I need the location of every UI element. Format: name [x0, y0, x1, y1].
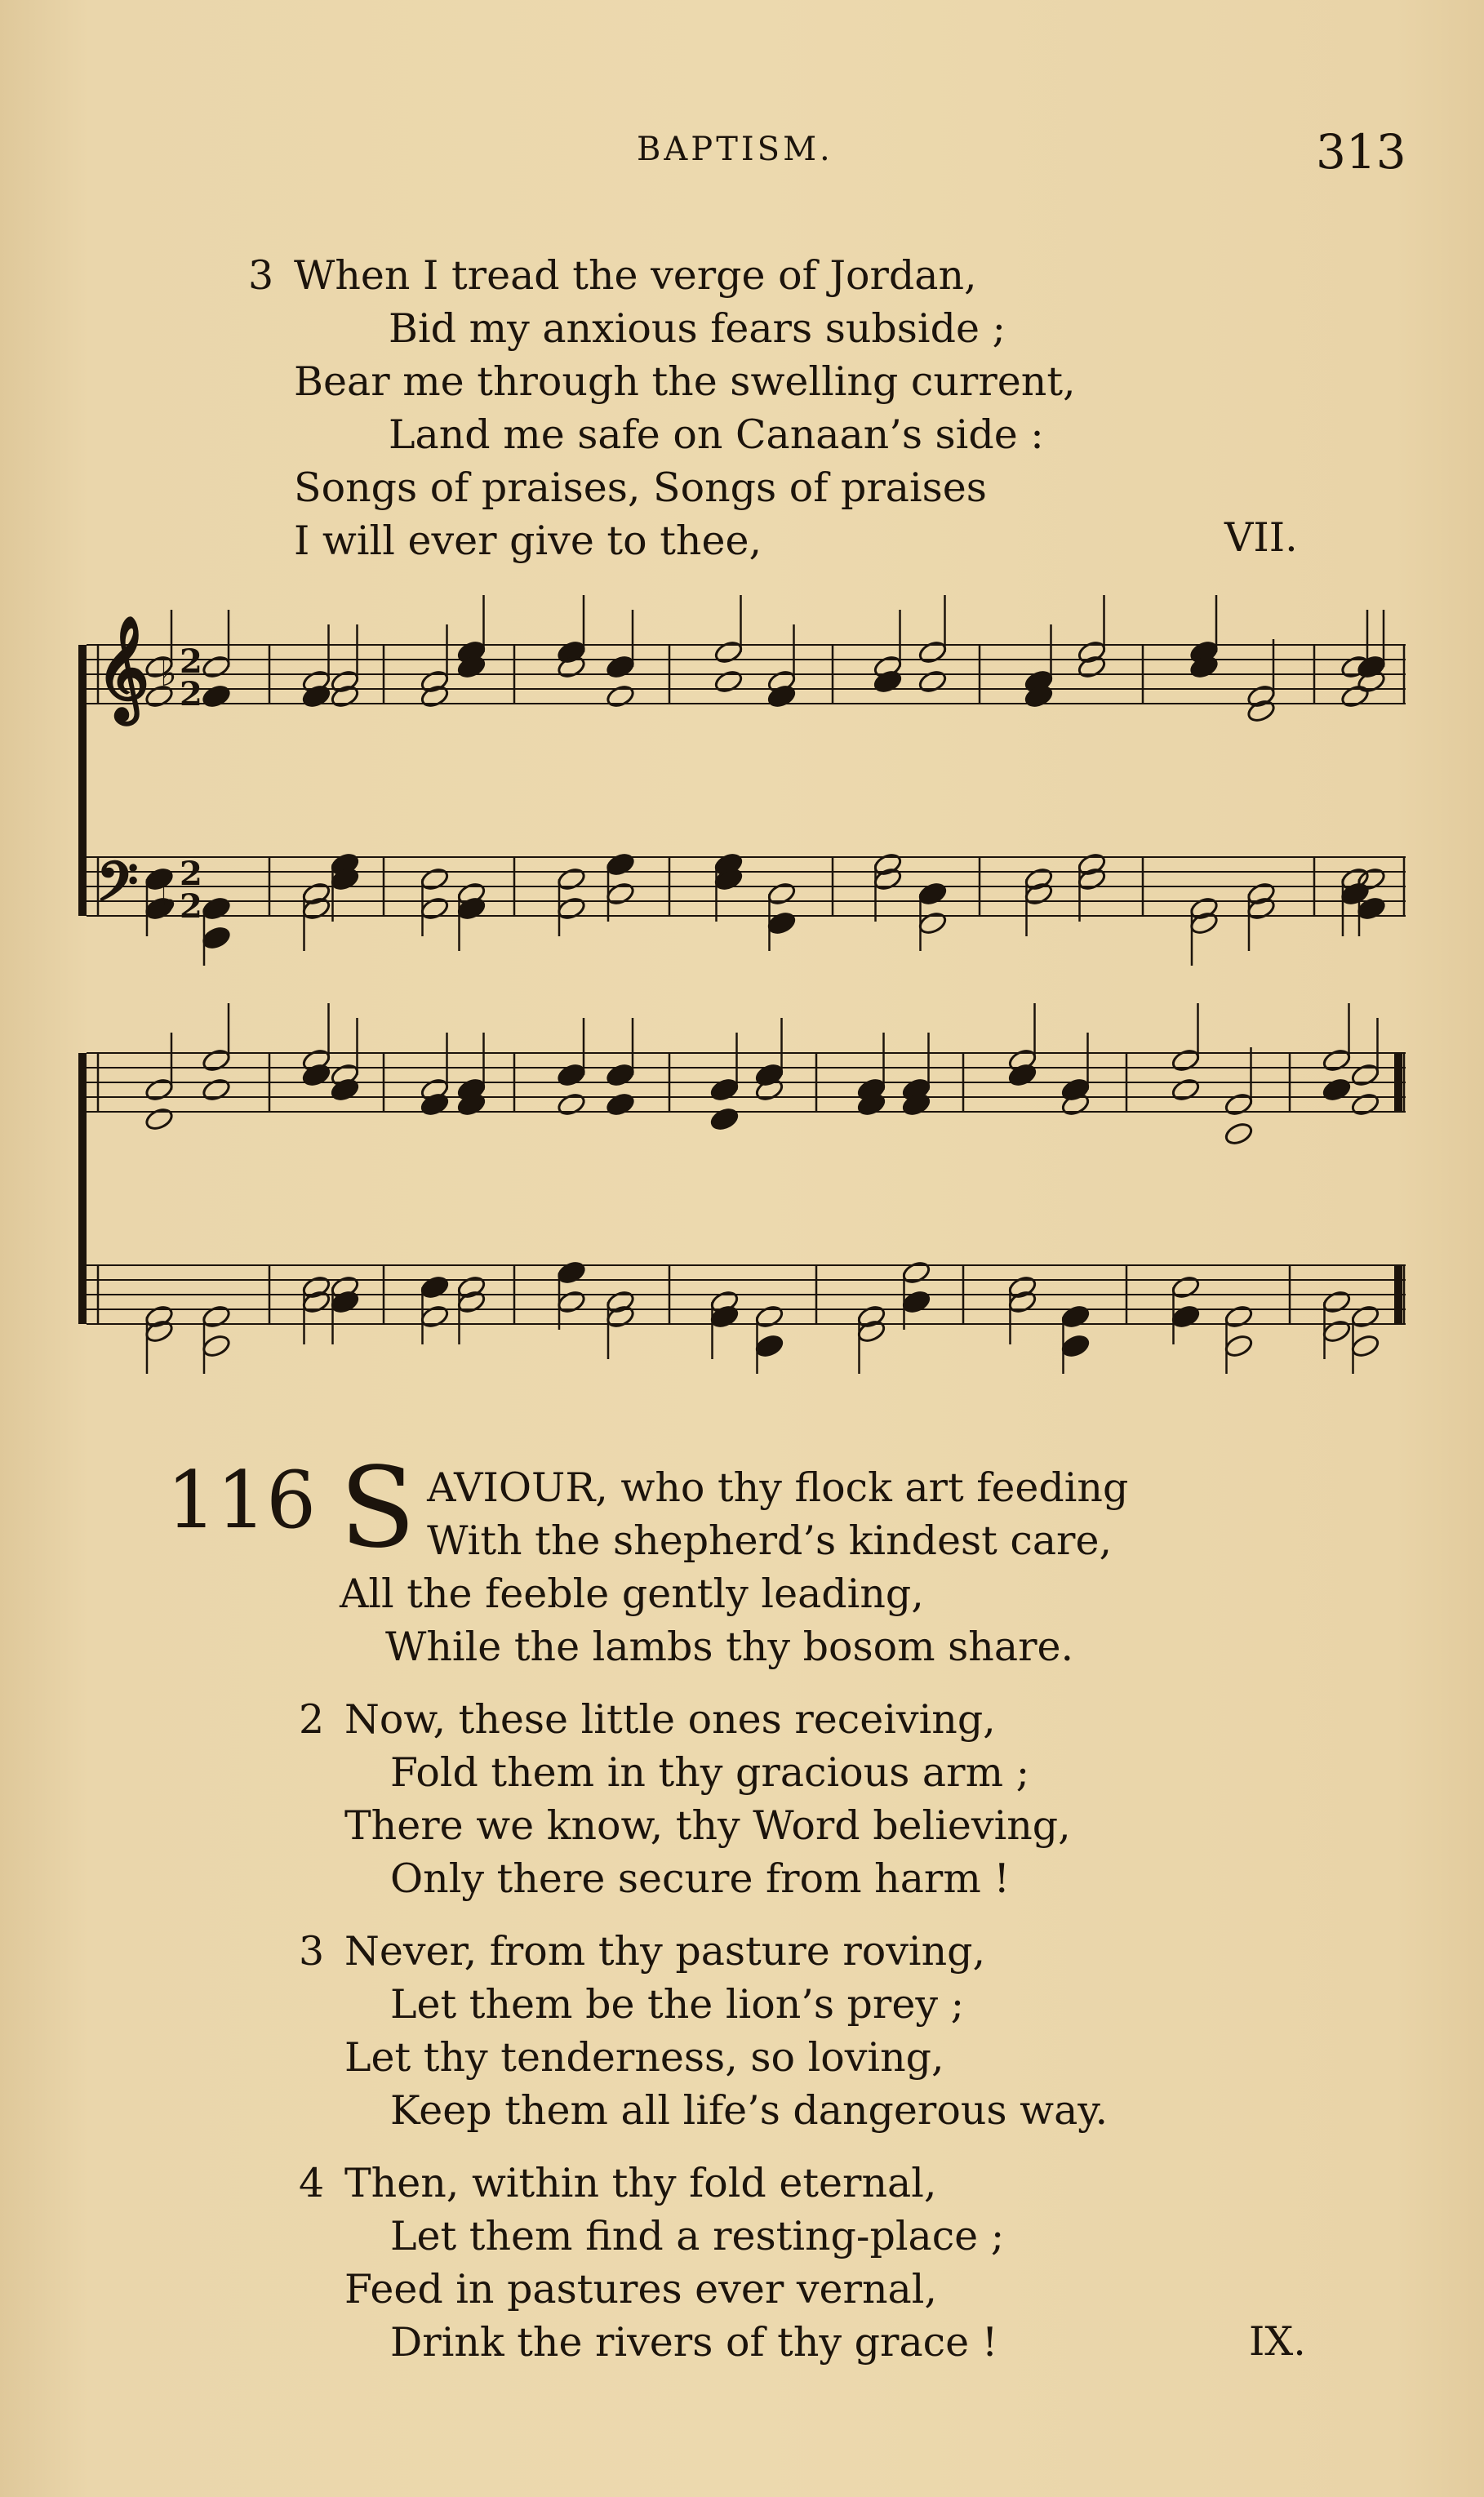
note-head [1224, 1121, 1254, 1147]
running-head: BAPTISM. [637, 131, 833, 168]
note-head [420, 1274, 450, 1300]
note-head [1171, 1274, 1201, 1300]
note-head [1350, 1304, 1380, 1330]
note-head [1340, 683, 1370, 709]
note-head [1171, 1304, 1201, 1330]
stanza-number: 2 [299, 1696, 325, 1743]
note-head [709, 1106, 740, 1132]
verse-line: Let thy tenderness, so loving, [344, 2034, 944, 2081]
verse-line: With the shepherd’s kindest care, [427, 1517, 1113, 1564]
note-head [1224, 1333, 1254, 1359]
note-head [201, 1333, 231, 1359]
note-head [605, 1091, 635, 1117]
verse-line: Keep them all life’s dangerous way. [390, 2087, 1109, 2134]
note-head [1224, 1304, 1254, 1330]
verse-line: Only there secure from harm ! [390, 1855, 1011, 1902]
bass-clef-icon: 𝄢 [96, 850, 139, 926]
note-head [901, 1289, 931, 1315]
time-signature-top: 2 [180, 855, 202, 893]
note-head [556, 1091, 586, 1117]
note-head [1060, 1333, 1091, 1359]
note-head [605, 881, 635, 907]
note-head [605, 851, 635, 878]
note-head [1171, 1047, 1201, 1073]
treble-clef-icon: 𝄞 [96, 615, 150, 720]
note-head [201, 683, 231, 709]
note-head [754, 1333, 784, 1359]
note-head [766, 910, 797, 936]
note-head [201, 925, 231, 951]
hymn-number: 116 [167, 1455, 317, 1546]
page-number: 313 [1316, 124, 1406, 180]
note-head [1350, 1062, 1380, 1088]
note-head [420, 866, 450, 892]
system-bracket [78, 1053, 87, 1324]
note-head [201, 895, 231, 922]
note-head [1322, 1077, 1352, 1103]
verse-line: Bid my anxious fears subside ; [389, 305, 1006, 352]
verse-line: I will ever give to thee, [294, 518, 762, 564]
note-head [420, 895, 450, 922]
note-head [420, 1304, 450, 1330]
hymn-stanza-1 [294, 1444, 1129, 1673]
note-head [1350, 1333, 1380, 1359]
final-bar-line [1394, 1053, 1402, 1112]
note-head [201, 1047, 231, 1073]
verse-line: 2 Now, these little ones receiving, [344, 1693, 1071, 1746]
verse-line: 3 Never, from thy pasture roving, [344, 1925, 1108, 1978]
system-bracket [78, 645, 87, 916]
verse-line: 3 When I tread the verge of Jordan, [294, 249, 1076, 302]
note-head [918, 639, 948, 665]
note-head [556, 1289, 586, 1315]
note-head [1350, 1091, 1380, 1117]
verse-line: Land me safe on Canaan’s side : [389, 411, 1044, 458]
time-signature-top: 2 [180, 642, 202, 681]
dropcap: S [340, 1444, 416, 1573]
verse-line: 4 Then, within thy fold eternal, [344, 2157, 1004, 2210]
note-head [556, 1260, 586, 1286]
verse-line: Feed in pastures ever vernal, [344, 2266, 937, 2313]
note-head [713, 669, 744, 695]
note-head [709, 1077, 740, 1103]
verse-line: While the lambs thy bosom share. [385, 1624, 1074, 1670]
note-head [1322, 1289, 1352, 1315]
final-bar-line [1394, 1265, 1402, 1324]
stanza-number: 4 [299, 2160, 325, 2206]
verse-line: There we know, thy Word believing, [344, 1802, 1071, 1849]
note-head [201, 654, 231, 680]
note-head [556, 895, 586, 922]
note-head [901, 1260, 931, 1286]
verse-line: Fold them in thy gracious arm ; [390, 1749, 1030, 1796]
note-head [1224, 1091, 1254, 1117]
note-head [1060, 1304, 1091, 1330]
stanza-number: 3 [299, 1928, 325, 1975]
tune-mark: IX. [1249, 2318, 1306, 2365]
hymn-stanza-4 [299, 2157, 1005, 2369]
flat-icon: ♭ [160, 653, 177, 695]
verse-line: AVIOUR, who thy flock art feeding [427, 1464, 1129, 1511]
verse-line: Drink the rivers of thy grace ! [390, 2319, 998, 2366]
verse-line: Let them find a resting-place ; [390, 2213, 1005, 2259]
note-head [605, 1062, 635, 1088]
note-head [605, 683, 635, 709]
verse-line: Bear me through the swelling current, [294, 358, 1076, 405]
hymn-stanza-3 [299, 1925, 1109, 2137]
verse-line: All the feeble gently leading, [340, 1571, 924, 1617]
note-head [556, 1062, 586, 1088]
hymn-stanza-2 [299, 1693, 1071, 1905]
note-head [766, 881, 797, 907]
note-head [1322, 1047, 1352, 1073]
note-head [754, 1304, 784, 1330]
note-head [144, 1106, 174, 1132]
verse-line: Let them be the lion’s prey ; [390, 1981, 965, 2028]
note-head [605, 654, 635, 680]
verse-line: Songs of praises, Songs of praises [294, 464, 987, 511]
note-head [1171, 1077, 1201, 1103]
note-head [918, 881, 948, 907]
stanza-number: 3 [248, 252, 274, 299]
note-head [144, 1077, 174, 1103]
time-signature-bottom: 2 [180, 887, 202, 926]
note-head [201, 1304, 231, 1330]
tune-mark: VII. [1224, 514, 1298, 561]
time-signature-bottom: 2 [180, 675, 202, 713]
flat-icon: ♭ [160, 880, 177, 922]
note-head [918, 910, 948, 936]
note-head [918, 669, 948, 695]
note-head [1322, 1318, 1352, 1344]
note-head [556, 866, 586, 892]
note-head [713, 639, 744, 665]
note-head [201, 1077, 231, 1103]
